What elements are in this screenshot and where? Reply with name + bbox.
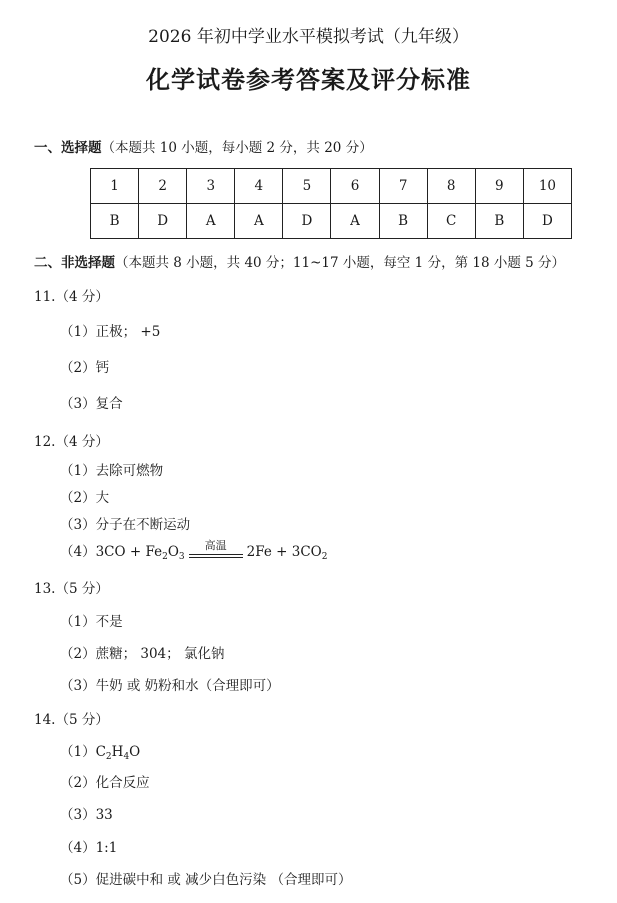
- q12-answer-2: （2）大: [60, 490, 110, 506]
- section-1-note: （本题共 10 小题，每小题 2 分，共 20 分）: [101, 140, 373, 156]
- answer-cell: B: [475, 204, 523, 239]
- q11-answer-3: （3）复合: [60, 396, 123, 412]
- q14-answer-5: （5）促进碳中和 或 减少白色污染 （合理即可）: [60, 872, 352, 888]
- equation-products: 2Fe + 3CO: [246, 544, 322, 560]
- q13-heading: 13.（5 分）: [34, 581, 109, 597]
- question-number-cell: 7: [379, 169, 427, 204]
- reaction-condition-label: 高温: [204, 538, 227, 552]
- answer-cell: B: [91, 204, 139, 239]
- section-1-label: 一、选择题: [34, 140, 102, 156]
- q11-heading: 11.（4 分）: [34, 289, 109, 305]
- q12-answer-3: （3）分子在不断运动: [60, 517, 191, 533]
- question-number-cell: 1: [91, 169, 139, 204]
- answer-cell: C: [427, 204, 475, 239]
- q12-heading: 12.（4 分）: [34, 434, 109, 450]
- q13-answer-1: （1）不是: [60, 614, 123, 630]
- question-number-cell: 10: [523, 169, 571, 204]
- section-2-label: 二、非选择题: [34, 255, 115, 271]
- choice-answer-table: [90, 168, 572, 239]
- answer-cell: A: [235, 204, 283, 239]
- answer-cell: A: [331, 204, 379, 239]
- subscript: 2: [162, 552, 168, 562]
- subscript: 2: [321, 552, 328, 562]
- reaction-condition: [189, 538, 243, 560]
- subscript: 2: [105, 752, 112, 762]
- question-number-cell: 5: [283, 169, 331, 204]
- subscript: 3: [178, 552, 185, 562]
- q11-answer-2: （2）钙: [60, 360, 110, 376]
- answer-cell: D: [283, 204, 331, 239]
- formula-text: O: [129, 744, 141, 760]
- q14-answer-4: （4）1:1: [60, 840, 118, 856]
- answer-cell: D: [139, 204, 187, 239]
- equation-reactants: （4）3CO + Fe: [60, 544, 163, 560]
- q14-answer-3: （3）33: [60, 807, 113, 823]
- q11-answer-1: （1）正极； +5: [60, 324, 161, 340]
- question-number-cell: 2: [139, 169, 187, 204]
- answer-cell: A: [187, 204, 235, 239]
- section-2-heading: [34, 251, 565, 271]
- question-number-cell: 3: [187, 169, 235, 204]
- exam-header: 2026 年初中学业水平模拟考试（九年级）: [148, 27, 469, 47]
- section-1-heading: [34, 136, 373, 156]
- question-number-cell: 4: [235, 169, 283, 204]
- equals-line: [189, 557, 243, 558]
- question-number-cell: 6: [331, 169, 379, 204]
- q12-answer-1: （1）去除可燃物: [60, 463, 164, 479]
- question-number-row: [91, 169, 572, 204]
- formula-text: H: [111, 744, 124, 760]
- section-2-note: （本题共 8 小题，共 40 分；11~17 小题，每空 1 分，第 18 小题 5 分）: [115, 255, 565, 271]
- q14-answer-1: [60, 740, 140, 760]
- q12-answer-4-equation: [60, 540, 327, 560]
- answer-row: [91, 204, 572, 239]
- answer-cell: B: [379, 204, 427, 239]
- equals-line: [189, 554, 243, 555]
- q14-heading: 14.（5 分）: [34, 712, 109, 728]
- question-number-cell: 8: [427, 169, 475, 204]
- q14-answer-2: （2）化合反应: [60, 775, 150, 791]
- q13-answer-2: （2）蔗糖； 304； 氯化钠: [60, 646, 225, 662]
- equation-text: O: [167, 544, 179, 560]
- page-title: 化学试卷参考答案及评分标准: [146, 65, 471, 94]
- q13-answer-3: （3）牛奶 或 奶粉和水（合理即可）: [60, 678, 280, 694]
- answer-cell: D: [523, 204, 571, 239]
- formula-text: （1）C: [60, 744, 106, 760]
- subscript: 4: [123, 752, 130, 762]
- question-number-cell: 9: [475, 169, 523, 204]
